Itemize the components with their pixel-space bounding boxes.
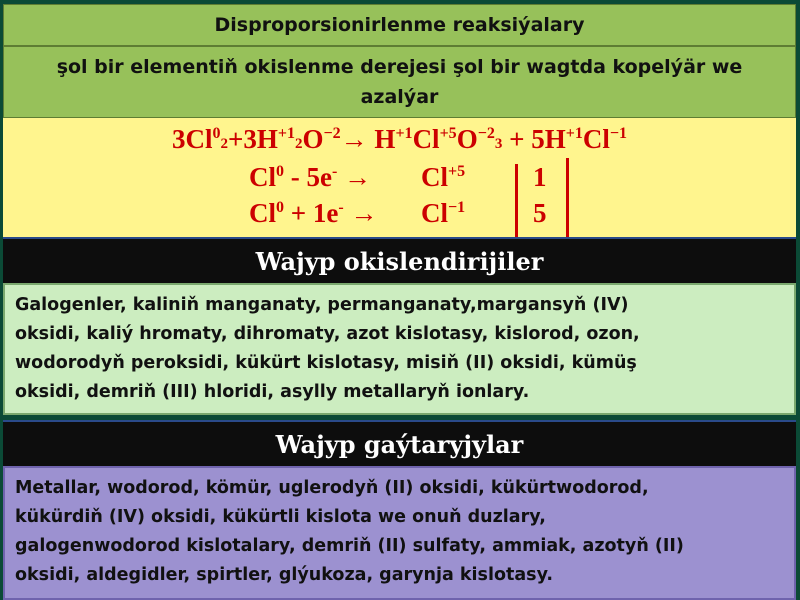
reducers-list [3, 466, 796, 600]
text-line: Metallar, wodorod, kömür, uglerodyň (II) oksidi, kükürtwodorod, [15, 478, 649, 498]
oxidizers-heading [3, 237, 796, 283]
oxidation-state: +1 [277, 125, 296, 142]
oxidation-state: −2 [323, 125, 341, 142]
eq-part: Cl [412, 124, 440, 154]
element-symbol: Cl [421, 162, 448, 192]
balance-bar [515, 164, 518, 198]
oxidation-state: 0 [212, 125, 221, 142]
title-row [3, 4, 796, 46]
text-line: Galogenler, kaliniň manganaty, permanganaty,margansyň (IV) [15, 295, 629, 315]
balance-bar [515, 198, 518, 238]
oxidation-state: 0 [276, 163, 284, 180]
eq-part: O [302, 124, 324, 154]
half-reaction-rhs [421, 198, 465, 229]
oxidation-state: 0 [276, 199, 284, 216]
electron-charge: - [338, 199, 344, 216]
oxidation-state: −1 [448, 199, 466, 216]
electron-charge: - [331, 163, 338, 180]
half-reaction-lhs [249, 198, 377, 229]
oxidation-state: +5 [439, 125, 457, 142]
eq-part: O [456, 124, 478, 154]
text-line: oksidi, demriň (III) hloridi, asylly metallaryň ionlary. [15, 382, 530, 402]
eq-part: H [367, 124, 396, 154]
subscript: 3 [494, 136, 503, 152]
oxidation-state: −2 [477, 125, 495, 142]
oxidation-state: +5 [448, 163, 466, 180]
text-line: wodorodyň peroksidi, kükürt kislotasy, misiň (II) oksidi, kümüş [15, 353, 637, 373]
balance-bar-right [566, 158, 569, 238]
text-line: oksidi, aldegidler, spirtler, glýukoza, garynja kislotasy. [15, 565, 554, 585]
half-reaction-rhs [421, 162, 465, 193]
reaction-arrow: → [337, 162, 372, 192]
oxidation-state: +1 [565, 125, 583, 142]
subscript: 2 [220, 136, 229, 152]
eq-part: Cl [582, 124, 610, 154]
eq-part: 3Cl [172, 124, 213, 154]
page-title: Disproporsionirlenme reaksiýalary [214, 14, 585, 36]
text-line: kükürdiň (IV) oksidi, kükürtli kislota we onuň duzlary, [15, 507, 546, 527]
reaction-arrow: → [340, 124, 368, 154]
section-heading: Wajyp okislendirijiler [255, 246, 544, 276]
section-heading: Wajyp gaýtaryjylar [275, 429, 524, 459]
electron-term: + 1e [284, 198, 339, 228]
text-line: oksidi, kaliý hromaty, dihromaty, azot kislotasy, kislorod, ozon, [15, 324, 640, 344]
reducers-heading [3, 420, 796, 466]
element-symbol: Cl [249, 198, 276, 228]
reaction-arrow: → [343, 198, 378, 228]
balance-coefficient: 1 [533, 162, 547, 192]
oxidation-state: −1 [609, 125, 627, 142]
definition-text: şol bir elementiň okislenme derejesi şol bir wagtda kopelýär we azalýar [56, 56, 743, 108]
oxidizers-list [3, 283, 796, 415]
half-reaction-lhs [249, 162, 371, 193]
balance-coefficient: 5 [533, 198, 547, 228]
element-symbol: Cl [421, 198, 448, 228]
oxidation-state: +1 [395, 125, 413, 142]
electron-term: - 5e [284, 162, 332, 192]
eq-part: + 5H [502, 124, 566, 154]
text-line: galogenwodorod kislotalary, demriň (II) sulfaty, ammiak, azotyň (II) [15, 536, 684, 556]
definition-row [3, 46, 796, 118]
reaction-equation [3, 124, 796, 155]
subscript: 2 [295, 136, 303, 152]
element-symbol: Cl [249, 162, 276, 192]
eq-part: +3H [228, 124, 278, 154]
reaction-panel [3, 118, 796, 238]
